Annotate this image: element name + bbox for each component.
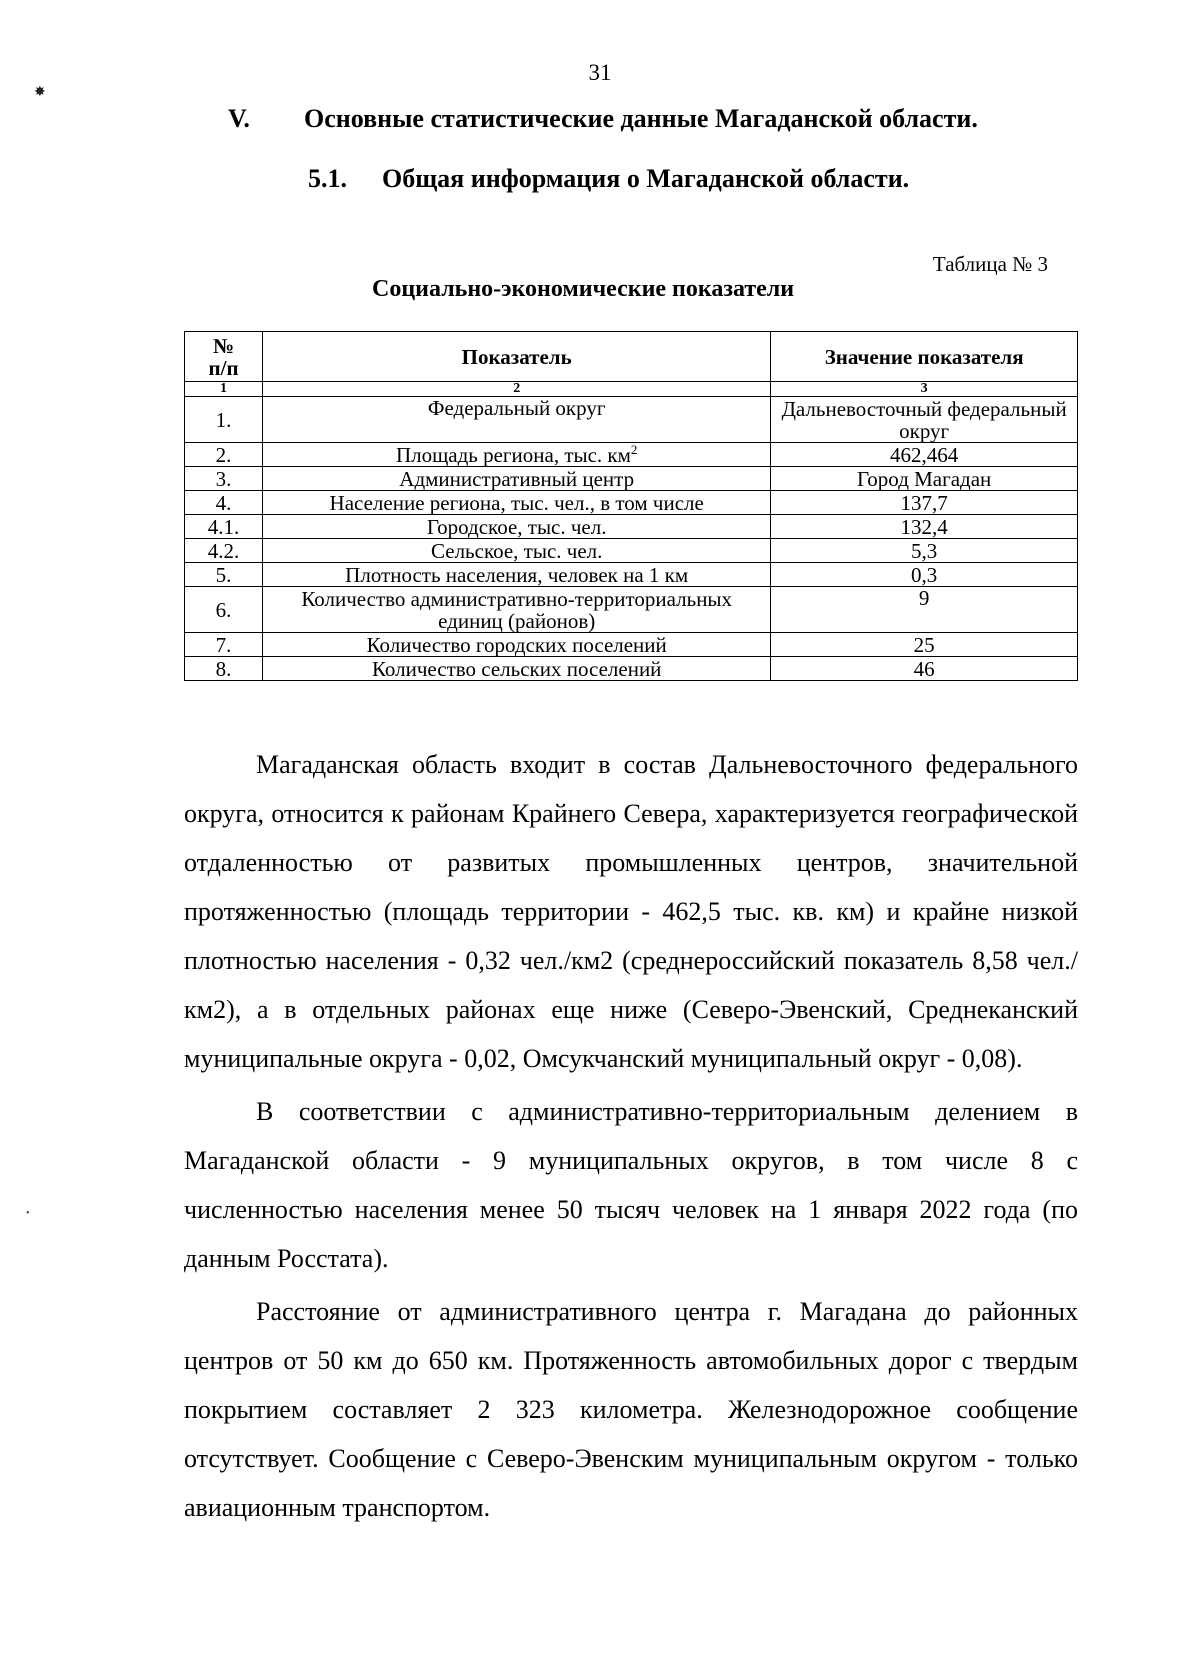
paragraph: Магаданская область входит в состав Дальневосточного федерального округа, относится к районам Крайнего Севера, характеризуется географической отдаленностью от развитых промышленных центров, значительной протяженностью (площадь территории - 462,5 тыс. кв. км) и крайне низкой плотностью населения - 0,32 чел./км2 (среднероссийский показатель 8,58 чел./км2), а в отдельных районах еще ниже (Северо-Эвенский, Среднеканский муниципальные округа - 0,02, Омсукчанский муниципальный округ - 0,08). (184, 750, 1078, 1073)
indicator-label: Количество городских поселений (366, 632, 667, 657)
subsection-number: 5.1. (308, 164, 347, 193)
column-number: 2 (263, 382, 771, 397)
indicator-value: 5,3 (771, 539, 1078, 563)
table-header-row (185, 332, 1078, 382)
indicator-value: 25 (771, 633, 1078, 657)
indicator-label: Сельское, тыс. чел. (430, 538, 603, 563)
header-indicator: Показатель (263, 332, 771, 382)
page-number: 31 (588, 60, 612, 85)
row-number: 3. (185, 467, 263, 491)
row-number: 8. (185, 657, 263, 681)
indicator-label: Количество сельских поселений (371, 656, 662, 681)
indicator-value: 132,4 (771, 515, 1078, 539)
indicator-label: Площадь региона, тыс. км (395, 442, 631, 467)
indicator-name (263, 657, 771, 681)
column-number-row (185, 382, 1078, 397)
indicator-value: Дальневосточный федеральный округ (771, 397, 1078, 443)
indicator-value: 137,7 (771, 491, 1078, 515)
table-row (185, 515, 1078, 539)
scan-speck: • (26, 1208, 30, 1219)
indicator-label: Плотность населения, человек на 1 км (345, 562, 689, 587)
paragraph: Расстояние от административного центра г. Магадана до районных центров от 50 км до 650 км. Протяженность автомобильных дорог с твердым покрытием составляет 2 323 километра. Железнодорожное сообщение отсутствует. Сообщение с Северо-Эвенским муниципальным округом - только авиационным транспортом. (184, 1297, 1078, 1522)
header-number-part: № (212, 333, 235, 358)
row-number: 7. (185, 633, 263, 657)
indicator-value: 46 (771, 657, 1078, 681)
table-row (185, 563, 1078, 587)
row-number: 5. (185, 563, 263, 587)
scan-speck: ✸ (34, 85, 46, 100)
indicator-label: Количество административно-территориальных единиц (районов) (301, 586, 733, 633)
table-row (185, 587, 1078, 633)
row-number: 1. (185, 397, 263, 443)
indicator-name (263, 467, 771, 491)
header-value: Значение показателя (771, 332, 1078, 382)
indicator-name (263, 539, 771, 563)
row-number: 4. (185, 491, 263, 515)
body-text (184, 740, 1078, 1532)
indicator-name (263, 491, 771, 515)
section-number: V. (228, 104, 250, 133)
indicator-name (263, 587, 771, 633)
indicator-label: Федеральный округ (427, 396, 606, 420)
column-number: 1 (185, 382, 263, 397)
column-number: 3 (771, 382, 1078, 397)
table-row (185, 539, 1078, 563)
header-number-label (209, 334, 239, 380)
row-number: 4.2. (185, 539, 263, 563)
table-title: Социально-экономические показатели (372, 276, 795, 302)
table-reference: Таблица № 3 (932, 252, 1048, 276)
indicator-label: Административный центр (399, 466, 635, 491)
section-title: Основные статистические данные Магаданской области. (304, 104, 978, 133)
row-number: 4.1. (185, 515, 263, 539)
statistics-table (184, 331, 1078, 681)
table-row (185, 491, 1078, 515)
indicator-name (263, 397, 771, 443)
unit-superscript: 2 (630, 441, 638, 457)
paragraph: В соответствии с административно-территориальным делением в Магаданской области - 9 муниципальных округов, в том числе 8 с численностью населения менее 50 тысяч человек на 1 января 2022 года (по данным Росстата). (184, 1097, 1078, 1273)
table-row (185, 657, 1078, 681)
indicator-value: 9 (771, 587, 1078, 633)
table-row (185, 443, 1078, 467)
table-row (185, 397, 1078, 443)
table-row (185, 633, 1078, 657)
subsection-title: Общая информация о Магаданской области. (382, 164, 910, 193)
indicator-name (263, 443, 771, 467)
indicator-value: 462,464 (771, 443, 1078, 467)
indicator-name (263, 515, 771, 539)
row-number: 6. (185, 587, 263, 633)
indicator-value: Город Магадан (771, 467, 1078, 491)
row-number: 2. (185, 443, 263, 467)
header-number-part: п/п (208, 355, 239, 380)
indicator-name (263, 563, 771, 587)
table-row (185, 467, 1078, 491)
indicator-label: Население региона, тыс. чел., в том числе (329, 490, 704, 515)
header-number (185, 332, 263, 382)
indicator-name (263, 633, 771, 657)
indicator-value: 0,3 (771, 563, 1078, 587)
indicator-label: Городское, тыс. чел. (426, 514, 607, 539)
